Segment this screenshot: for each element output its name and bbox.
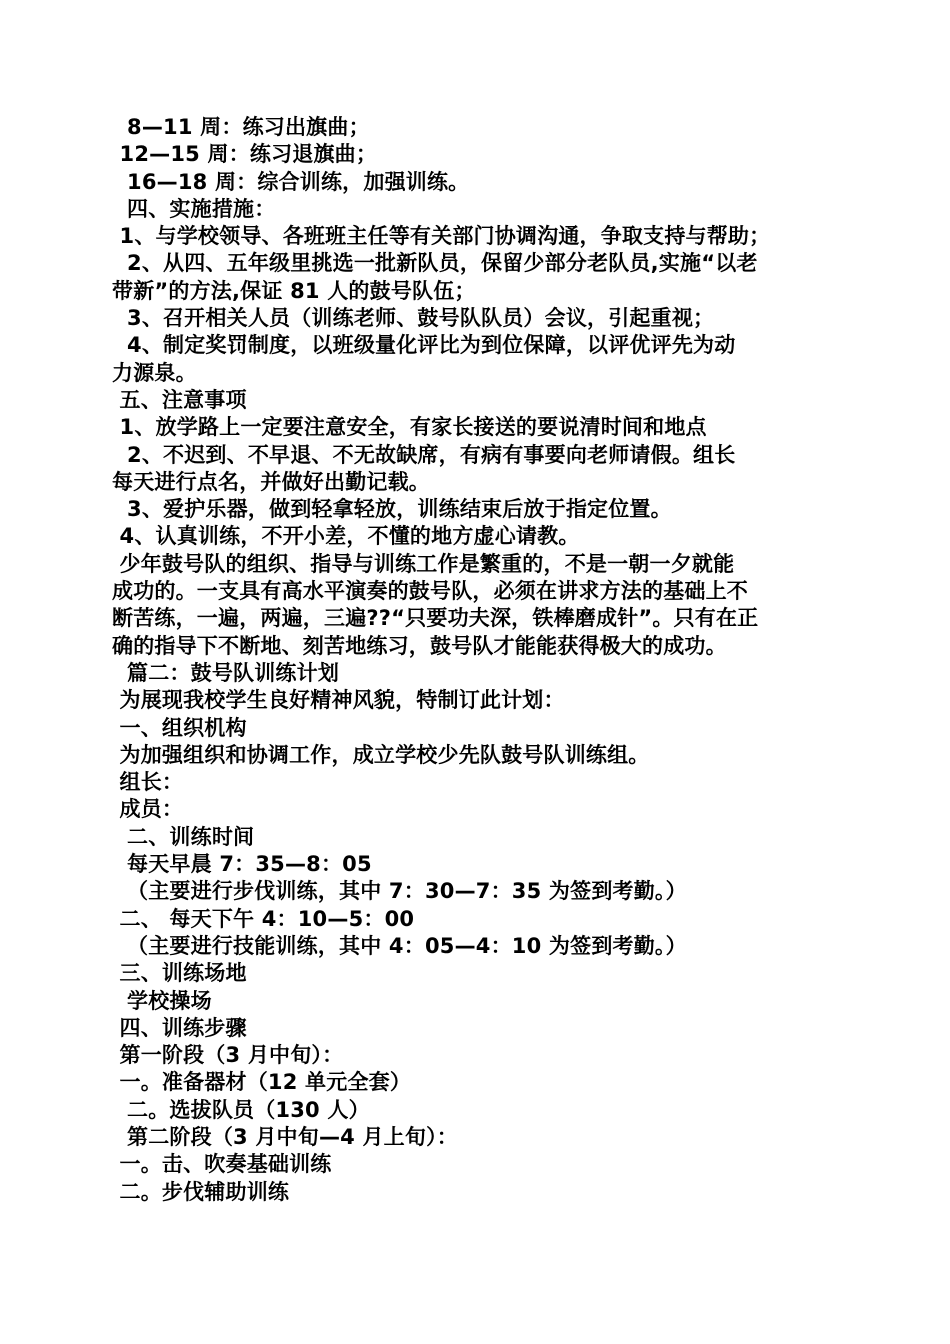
text-line: 断苦练，一遍，两遍，三遍??“只要功夫深，铁棒磨成针”。只有在正 bbox=[112, 606, 759, 631]
text-line: 一。准备器材（12 单元全套） bbox=[112, 1070, 412, 1095]
text-line: 3、召开相关人员（训练老师、鼓号队队员）会议，引起重视； bbox=[112, 306, 715, 331]
text-line: 第一阶段（3 月中旬）： bbox=[112, 1043, 344, 1068]
text-line: 3、爱护乐器，做到轻拿轻放，训练结束后放于指定位置。 bbox=[112, 497, 672, 522]
text-line: 带新”的方法,保证 81 人的鼓号队伍； bbox=[112, 278, 476, 303]
text-line: 一。击、吹奏基础训练 bbox=[112, 1152, 332, 1177]
text-line: 每天早晨 7：35—8：05 bbox=[112, 852, 372, 877]
text-line: 二、训练时间 bbox=[112, 824, 255, 849]
text-line: 第二阶段（3 月中旬—4 月上旬）： bbox=[112, 1124, 458, 1149]
text-line: 二。步伐辅助训练 bbox=[112, 1179, 290, 1204]
text-line: 成功的。一支具有高水平演奏的鼓号队，必须在讲求方法的基础上不 bbox=[112, 579, 748, 604]
text-line: 学校操场 bbox=[112, 988, 212, 1013]
text-line: 二、 每天下午 4：10—5：00 bbox=[112, 906, 415, 931]
text-line: 组长： bbox=[112, 770, 184, 795]
text-line: 16—18 周：综合训练，加强训练。 bbox=[112, 169, 470, 194]
text-line: 少年鼓号队的组织、指导与训练工作是繁重的，不是一朝一夕就能 bbox=[112, 551, 735, 576]
text-line: 二。选拔队员（130 人） bbox=[112, 1097, 370, 1122]
text-line: 1、与学校领导、各班班主任等有关部门协调沟通，争取支持与帮助； bbox=[112, 224, 771, 249]
text-line: （主要进行步伐训练，其中 7：30—7：35 为签到考勤。） bbox=[112, 879, 687, 904]
text-line: 8—11 周：练习出旗曲； bbox=[112, 115, 370, 139]
text-line: 2、不迟到、不早退、不无故缺席，有病有事要向老师请假。组长 bbox=[112, 442, 736, 467]
text-line: 确的指导下不断地、刻苦地练习，鼓号队才能能获得极大的成功。 bbox=[112, 633, 727, 658]
text-line: 12—15 周：练习退旗曲； bbox=[112, 142, 378, 167]
text-line: 四、训练步骤 bbox=[112, 1015, 247, 1040]
text-line: 4、认真训练，不开小差，不懂的地方虚心请教。 bbox=[112, 524, 580, 549]
text-line: （主要进行技能训练，其中 4：05—4：10 为签到考勤。） bbox=[112, 933, 687, 958]
text-line: 为加强组织和协调工作，成立学校少先队鼓号队训练组。 bbox=[112, 742, 650, 767]
text-line: 为展现我校学生良好精神风貌，特制订此计划： bbox=[112, 688, 565, 713]
text-line: 2、从四、五年级里挑选一批新队员，保留少部分老队员,实施“以老 bbox=[112, 251, 758, 276]
text-line: 1、放学路上一定要注意安全，有家长接送的要说清时间和地点 bbox=[112, 415, 707, 440]
text-line: 五、注意事项 bbox=[112, 387, 247, 412]
text-line: 四、实施措施： bbox=[112, 196, 276, 221]
text-line: 篇二：鼓号队训练计划 bbox=[112, 660, 340, 685]
text-line: 一、组织机构 bbox=[112, 715, 247, 740]
text-line: 成员： bbox=[112, 797, 184, 822]
text-line: 每天进行点名，并做好出勤记载。 bbox=[112, 469, 430, 494]
text-line: 力源泉。 bbox=[112, 360, 197, 385]
text-line: 4、制定奖罚制度，以班级量化评比为到位保障，以评优评先为动 bbox=[112, 333, 736, 358]
document-body bbox=[112, 114, 842, 1206]
text-line: 三、训练场地 bbox=[112, 961, 247, 986]
